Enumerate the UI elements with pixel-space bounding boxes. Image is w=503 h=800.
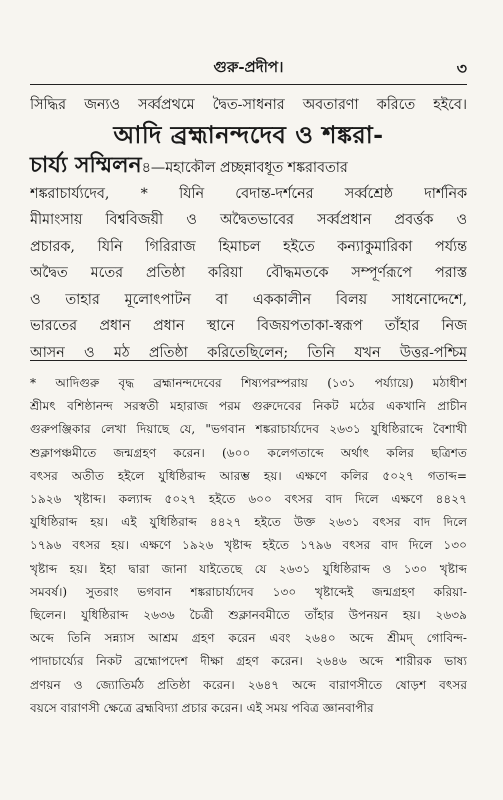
body-line: মীমাংসায় বিশ্ববিজয়ী ও অদ্বৈতভাবের সর্ব্বপ্রধান প্রবর্ত্তক ও (30, 212, 467, 228)
body-line: শঙ্করাচার্য্যদেব, * যিনি বেদান্ত-দর্শনের সর্ব্বশ্রেষ্ঠ দার্শনিক (30, 185, 467, 202)
page-number: ৩ (456, 59, 467, 78)
body-text (30, 92, 467, 366)
body-line: আসন ও মঠ প্রতিষ্ঠা করিতেছিলেন; তিনি যখন উত্তর-পশ্চিম (30, 344, 467, 361)
header-rule (30, 84, 467, 85)
footnote-line: ছিলেন। যুধিষ্ঠিরাব্দ ২৬৩৬ চৈত্রী শুক্লানবমীতে তাঁহার উপনয়ন হয়। ২৬৩৯ (30, 608, 467, 623)
body-line: ও তাহার মূলোৎপাটন বা এককালীন বিলয় সাধনোদ্দেশে, (30, 291, 467, 308)
footnote-block (30, 372, 467, 720)
body-line-1: সিদ্ধির জন্যও সর্ব্বপ্রথমে দ্বৈত-সাধনার অবতারণা করিতে হইবে। (30, 97, 467, 113)
section-heading-part2: চার্য্য সম্মিলন (30, 151, 142, 178)
footnote-line: বয়সে বারাণসী ক্ষেত্রে ব্রহ্মবিদ্যা প্রচার করেন। এই সময় পবিত্র জ্ঞানবাপীর (30, 700, 374, 715)
footnote-line: খৃষ্টাব্দ হয়। ইহা দ্বারা জানা যাইতেছে যে ২৬৩১ যুধিষ্ঠিরাব্দ ও ১৩০ খৃষ্টাব্দ (30, 561, 467, 576)
footnote-line: * আদিগুরু বৃদ্ধ ব্রহ্মানন্দদেবের শিষ্যপরম্পরায় (১৩১ পর্য্যায়ে) মঠাধীশ (30, 376, 467, 390)
footnote-line: ১৭৯৬ বৎসর হয়। এক্ষণে ১৯২৬ খৃষ্টাব্দ হইতে ১৭৯৬ বৎসর বাদ দিলে ১৩০ (30, 538, 467, 553)
footnote-line: অব্দে তিনি সন্ন্যাস আশ্রম গ্রহণ করেন এবং ২৬৪০ অব্দে শ্রীমদ্ গোবিন্দ- (30, 631, 467, 646)
footnote-line: ১৯২৬ খৃষ্টাব্দ। কল্যাব্দ ৫০২৭ হইতে ৬০০ বৎসর বাদ দিলে এক্ষণে ৪৪২৭ (30, 492, 467, 507)
footnote-line: প্রণয়ন ও জ্যোতির্মঠ প্রতিষ্ঠা করেন। ২৬৪৭ অব্দে বারাণসীতে ষোড়শ বৎসর (30, 677, 467, 692)
footnote-line: গুরুপঞ্জিকার লেখা দিয়াছে যে, "ভগবান শঙ্করাচার্য্যদেব ২৬৩১ যুধিষ্ঠিরাব্দে বৈশাখী (30, 422, 467, 437)
footnote-rule (30, 360, 467, 361)
page-header (30, 56, 467, 82)
section-heading-tail: ৪—মহাকৌল প্রচ্ছন্নাবধূত শঙ্করাবতার (141, 159, 348, 176)
footnote-line: পাদাচার্য্যের নিকট ব্রহ্মোপদেশ দীক্ষা গ্রহণ করেন। ২৬৪৬ অব্দে শারীরক ভাষ্য (30, 654, 467, 669)
footnote-line: বৎসর অতীত হইলে যুধিষ্ঠিরাব্দ আরম্ভ হয়। এক্ষণে কলির ৫০২৭ গতাব্দ= (30, 468, 467, 483)
body-line: অদ্বৈত মতের প্রতিষ্ঠা করিয়া বৌদ্ধমতকে সম্পূর্ণরূপে পরাস্ত (30, 265, 467, 281)
running-title: গুরু-প্রদীপ। (213, 58, 284, 76)
section-heading-row-1 (30, 119, 467, 151)
section-heading-part1: আদি ব্রহ্মানন্দদেব ও শঙ্করা- (113, 119, 384, 149)
footnote-line: শুক্লাপঞ্চমীতে জন্মগ্রহণ করেন। (৬০০ কলেগতাব্দে অর্থাৎ কলির ছত্রিশত (30, 445, 467, 460)
footnote-line: সমবর্ষ।) সুতরাং ভগবান শঙ্করাচার্য্যদেব ১৩০ খৃষ্টাব্দেই জন্মগ্রহণ করিয়া- (30, 584, 467, 599)
footnote-line: শ্রীমৎ বশিষ্ঠানন্দ সরস্বতী মহারাজ পরম গুরুদেবের নিকট মঠের একখানি প্রাচীন (30, 399, 467, 414)
footnote-line: যুধিষ্ঠিরাব্দ হয়। এই যুধিষ্ঠিরাব্দ ৪৪২৭ হইতে উক্ত ২৬৩১ বৎসর বাদ দিলে (30, 515, 467, 530)
body-line: প্রচারক, যিনি গিরিরাজ হিমাচল হইতে কন্যাকুমারিকা পর্য্যন্ত (30, 238, 467, 255)
section-heading-row-2 (30, 151, 467, 181)
body-line: ভারতের প্রধান প্রধান স্থানে বিজয়পতাকা-স্বরূপ তাঁহার নিজ (30, 318, 467, 334)
